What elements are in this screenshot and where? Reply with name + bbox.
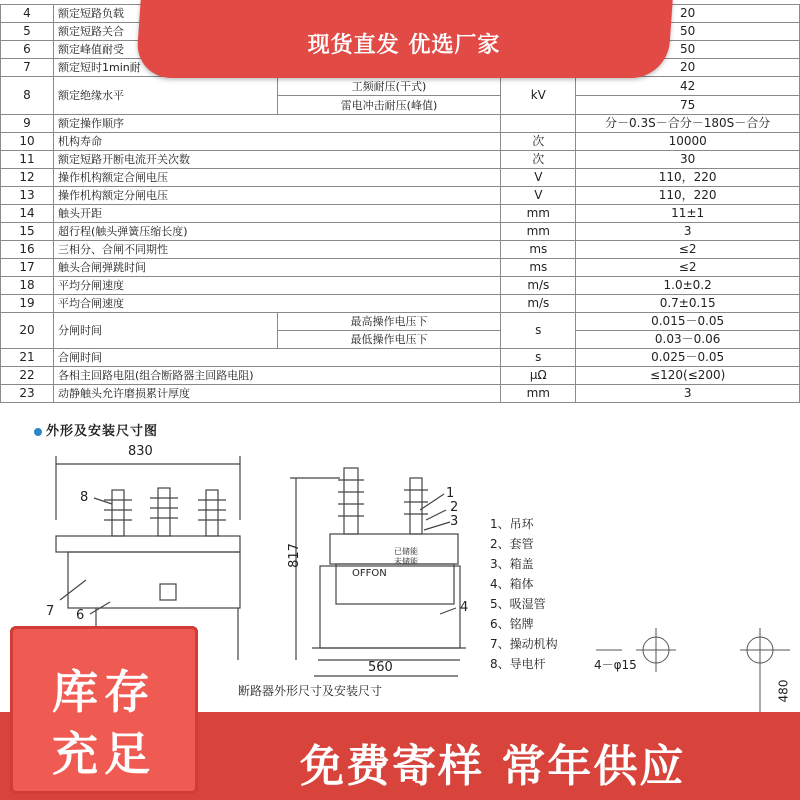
bottom-promo-text: 免费寄样 常年供应 [300, 741, 686, 792]
row-unit: s [501, 349, 576, 367]
row-20 [1, 313, 800, 349]
row-number: 10 [1, 133, 54, 151]
legend-item: 7、操动机构 [490, 637, 558, 651]
row-value: 20 [576, 5, 800, 23]
row-item: 各相主回路电阻(组合断路器主回路电阻) [54, 367, 501, 385]
spec-row [1, 223, 800, 241]
row-value: 50 [576, 41, 800, 59]
mounting-view [596, 628, 790, 720]
row-unit: μΩ [501, 367, 576, 385]
row-number: 11 [1, 151, 54, 169]
nameplate-off-on: OFFON [352, 568, 387, 579]
front-label-8: 8 [80, 490, 89, 505]
dimension-830: 830 [128, 444, 153, 459]
row-value: 42 [576, 77, 800, 96]
row-unit: ms [501, 259, 576, 277]
row-number: 9 [1, 115, 54, 133]
row-number: 19 [1, 295, 54, 313]
spec-row [1, 205, 800, 223]
row-8 [1, 77, 800, 115]
row-sub-item: 雷电冲击耐压(峰值) [277, 96, 501, 115]
stock-badge-line1: 库存 [52, 665, 156, 719]
spec-row [1, 187, 800, 205]
row-unit: m/s [501, 295, 576, 313]
row-number: 16 [1, 241, 54, 259]
bullet-icon [34, 428, 42, 436]
row-value: 0.025－0.05 [576, 349, 800, 367]
row-unit: 次 [501, 133, 576, 151]
row-number: 15 [1, 223, 54, 241]
dimension-817: 817 [286, 543, 302, 568]
row-unit: s [501, 313, 576, 349]
nameplate-uncharged: 未储能 [394, 557, 418, 566]
row-sub-item: 最低操作电压下 [277, 331, 501, 349]
row-number: 7 [1, 59, 54, 77]
front-label-6: 6 [76, 608, 85, 623]
legend-item: 2、套管 [490, 537, 534, 551]
row-number: 14 [1, 205, 54, 223]
row-unit: mm [501, 223, 576, 241]
row-number: 12 [1, 169, 54, 187]
row-value: 1.0±0.2 [576, 277, 800, 295]
row-unit: m/s [501, 277, 576, 295]
row-value: 3 [576, 223, 800, 241]
row-unit: kV [501, 77, 576, 115]
row-item: 机构寿命 [54, 133, 501, 151]
hole-spec: 4－φ15 [594, 658, 637, 672]
row-item: 额定短路关合 [54, 23, 501, 41]
row-value: 0.7±0.15 [576, 295, 800, 313]
row-number: 8 [1, 77, 54, 115]
side-label-2: 2 [450, 500, 459, 515]
row-item: 触头合闸弹跳时间 [54, 259, 501, 277]
row-item: 操作机构额定分闸电压 [54, 187, 501, 205]
side-label-1: 1 [446, 486, 455, 501]
row-item: 额定峰值耐受 [54, 41, 501, 59]
row-number: 6 [1, 41, 54, 59]
row-unit: V [501, 187, 576, 205]
row-unit: mm [501, 385, 576, 403]
bushing-right [198, 490, 226, 536]
row-sub-item: 工频耐压(干式) [277, 77, 501, 96]
spec-row [1, 367, 800, 385]
spec-row [1, 385, 800, 403]
row-number: 23 [1, 385, 54, 403]
row-value: 0.015－0.05 [576, 313, 800, 331]
spec-row [1, 259, 800, 277]
row-value: 10000 [576, 133, 800, 151]
row-item: 触头开距 [54, 205, 501, 223]
spec-row [1, 241, 800, 259]
row-item: 平均分闸速度 [54, 277, 501, 295]
spec-row [1, 295, 800, 313]
row-value: 110，220 [576, 187, 800, 205]
row-value: ≤2 [576, 241, 800, 259]
spec-row [1, 115, 800, 133]
row-unit: mm [501, 205, 576, 223]
bushing-mid [150, 488, 178, 536]
bushing-left [104, 490, 132, 536]
parts-legend [490, 514, 558, 674]
legend-item: 5、吸湿管 [490, 597, 546, 611]
row-value: 20 [576, 59, 800, 77]
stock-badge-line2: 充足 [52, 727, 156, 781]
spec-row [1, 169, 800, 187]
row-value: 50 [576, 23, 800, 41]
legend-item: 8、导电杆 [490, 657, 546, 671]
row-item: 合闸时间 [54, 349, 501, 367]
dimension-560: 560 [368, 660, 393, 675]
front-label-7: 7 [46, 604, 55, 619]
row-item: 额定短时1min耐 [54, 59, 501, 77]
row-value: ≤120(≤200) [576, 367, 800, 385]
row-sub-item: 最高操作电压下 [277, 313, 501, 331]
row-number: 13 [1, 187, 54, 205]
row-unit: V [501, 169, 576, 187]
row-value: 0.03－0.06 [576, 331, 800, 349]
row-item: 额定操作顺序 [54, 115, 501, 133]
legend-item: 1、吊环 [490, 517, 534, 531]
side-label-3: 3 [450, 514, 459, 529]
spec-row [1, 349, 800, 367]
section-title [34, 420, 158, 439]
section-title-text: 外形及安装尺寸图 [46, 424, 159, 439]
row-item: 额定短路负载 [54, 5, 501, 23]
row-unit: 次 [501, 151, 576, 169]
row-item: 动静触头允许磨损累计厚度 [54, 385, 501, 403]
row-value: 110，220 [576, 169, 800, 187]
row-item: 分闸时间 [54, 313, 278, 349]
row-number: 5 [1, 23, 54, 41]
spec-row [1, 277, 800, 295]
row-number: 17 [1, 259, 54, 277]
row-item: 操作机构额定合闸电压 [54, 169, 501, 187]
row-value: 分－0.3S－合分－180S－合分 [576, 115, 800, 133]
top-promo-text: 现货直发 优选厂家 [307, 33, 501, 58]
row-unit [501, 115, 576, 133]
row-number: 22 [1, 367, 54, 385]
nameplate-charged: 已储能 [394, 547, 418, 556]
legend-item: 4、箱体 [490, 577, 534, 591]
row-item: 超行程(触头弹簧压缩长度) [54, 223, 501, 241]
row-number: 4 [1, 5, 54, 23]
legend-item: 6、铭牌 [490, 617, 534, 631]
row-item: 额定绝缘水平 [54, 77, 278, 115]
side-label-4: 4 [460, 600, 469, 615]
row-item: 三相分、合闸不同期性 [54, 241, 501, 259]
row-value: 75 [576, 96, 800, 115]
row-item: 额定短路开断电流开关次数 [54, 151, 501, 169]
row-item: 平均合闸速度 [54, 295, 501, 313]
dimension-480: 480 [776, 679, 791, 703]
drawing-caption: 断路器外形尺寸及安装尺寸 [238, 684, 383, 698]
row-number: 20 [1, 313, 54, 349]
row-number: 18 [1, 277, 54, 295]
row-value: 11±1 [576, 205, 800, 223]
spec-row [1, 133, 800, 151]
row-value: 3 [576, 385, 800, 403]
row-unit: ms [501, 241, 576, 259]
row-number: 21 [1, 349, 54, 367]
spec-row [1, 151, 800, 169]
row-value: ≤2 [576, 259, 800, 277]
legend-item: 3、箱盖 [490, 557, 534, 571]
row-value: 30 [576, 151, 800, 169]
